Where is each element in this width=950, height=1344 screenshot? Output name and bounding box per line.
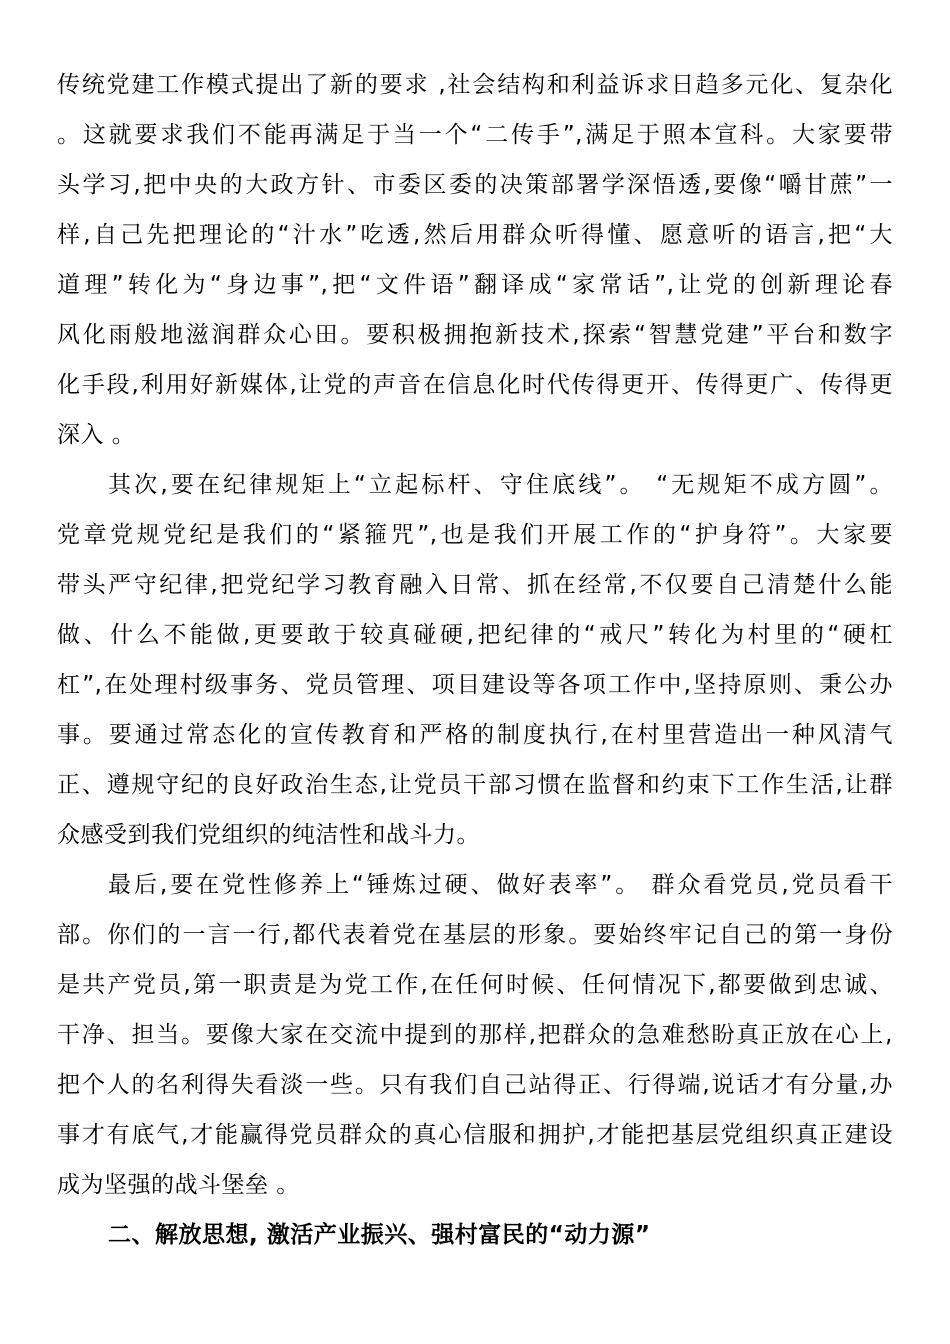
text-line: 党章党规党纪是我们的“紧箍咒”,也是我们开展工作的“护身符”。大家要: [57, 522, 893, 548]
paragraph-start-line: 其次,要在纪律规矩上“立起标杆、守住底线”。 “无规矩不成方圆”。: [108, 472, 893, 498]
text-line: 风化雨般地滋润群众心田。要积极拥抱新技术,探索“智慧党建”平台和数字: [57, 322, 893, 348]
text-line: 带头严守纪律,把党纪学习教育融入日常、抓在经常,不仅要自己清楚什么能: [57, 572, 893, 598]
text-line: 杠”,在处理村级事务、党员管理、项目建设等各项工作中,坚持原则、秉公办: [57, 672, 893, 698]
section-heading: 二、解放思想, 激活产业振兴、强村富民的“动力源”: [108, 1222, 651, 1248]
text-line: 。这就要求我们不能再满足于当一个“二传手”,满足于照本宣科。大家要带: [57, 122, 893, 148]
text-line: 把个人的名利得失看淡一些。只有我们自己站得正、行得端,说话才有分量,办: [57, 1072, 893, 1098]
text-line: 做、什么不能做,更要敢于较真碰硬,把纪律的“戒尺”转化为村里的“硬杠: [57, 622, 893, 648]
text-line: 头学习,把中央的大政方针、市委区委的决策部署学深悟透,要像“嚼甘蔗”一: [57, 172, 894, 198]
paragraph-end-line: 众感受到我们党组织的纯洁性和战斗力。: [57, 822, 480, 848]
text-line: 正、遵规守纪的良好政治生态,让党员干部习惯在监督和约束下工作生活,让群: [57, 772, 893, 798]
text-line: 是共产党员,第一职责是为党工作,在任何时候、任何情况下,都要做到忠诚、: [57, 972, 893, 998]
text-line: 传统党建工作模式提出了新的要求 ,社会结构和利益诉求日趋多元化、复杂化: [57, 72, 893, 98]
text-line: 部。你们的一言一行,都代表着党在基层的形象。要始终牢记自己的第一身份: [57, 922, 893, 948]
paragraph-end-line: 深入 。: [57, 422, 136, 448]
text-line: 道理”转化为“身边事”,把“文件语”翻译成“家常话”,让党的创新理论春: [57, 272, 893, 298]
text-line: 样,自己先把理论的“汁水”吃透,然后用群众听得懂、愿意听的语言,把“大: [57, 222, 893, 248]
paragraph-end-line: 成为坚强的战斗堡垒 。: [57, 1172, 300, 1198]
text-line: 化手段,利用好新媒体,让党的声音在信息化时代传得更开、传得更广、传得更: [57, 372, 893, 398]
text-line: 事才有底气,才能赢得党员群众的真心信服和拥护,才能把基层党组织真正建设: [57, 1122, 893, 1148]
text-line: 干净、担当。要像大家在交流中提到的那样,把群众的急难愁盼真正放在心上,: [57, 1022, 893, 1048]
text-line: 事。要通过常态化的宣传教育和严格的制度执行,在村里营造出一种风清气: [57, 722, 893, 748]
paragraph-start-line: 最后,要在党性修养上“锤炼过硬、做好表率”。 群众看党员,党员看干: [108, 872, 893, 898]
